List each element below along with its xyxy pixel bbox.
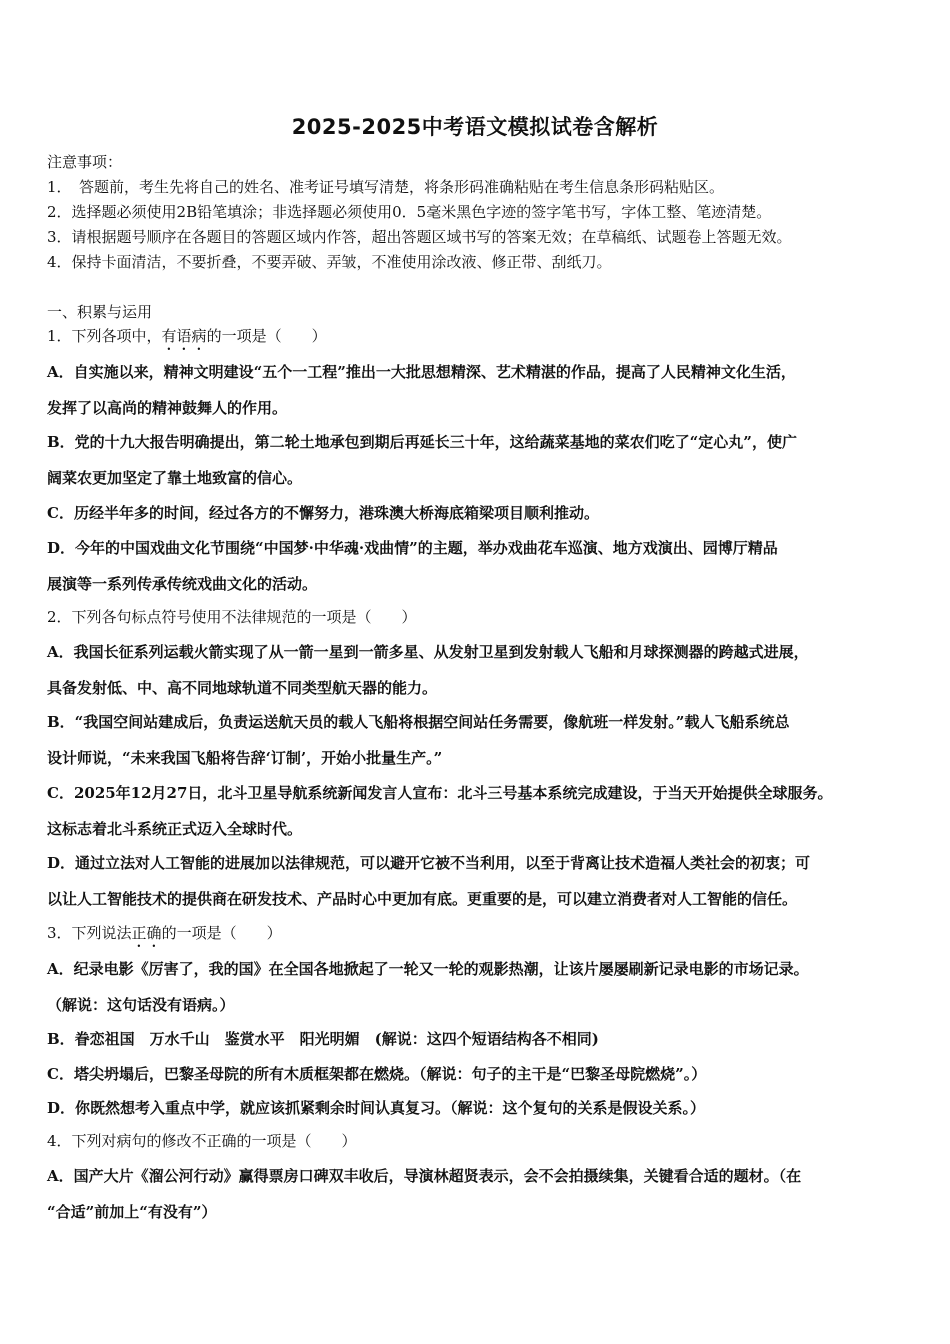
q3-option-c-line1: C．塔尖坍塌后，巴黎圣母院的所有木质框架都在燃烧。（解说：句子的主干是“巴黎圣母院燃烧”。）: [47, 1065, 707, 1083]
q2-option-c-line2: 这标志着北斗系统正式迈入全球时代。: [47, 820, 303, 838]
q1-option-d-line1: D．今年的中国戏曲文化节围绕“中国梦·中华魂·戏曲情”的主题，举办戏曲花车巡演、地方戏演出、园博厅精品: [47, 539, 778, 557]
notice-item-1: 1． 答题前，考生先将自己的姓名、准考证号填写清楚，将条形码准确粘贴在考生信息条形码粘贴区。: [47, 178, 725, 196]
q3-option-b-line1: B．眷恋祖国 万水千山 鉴赏水平 阳光明媚 (解说：这四个短语结构各不相同): [47, 1030, 599, 1048]
q1-option-c-line1: C．历经半年多的时间，经过各方的不懈努力，港珠澳大桥海底箱梁项目顺利推动。: [47, 504, 599, 522]
q2-option-d-line2: 以让人工智能技术的提供商在研发技术、产品时心中更加有底。更重要的是，可以建立消费者对人工智能的信任。: [47, 890, 798, 908]
q1-option-b-line1: B．党的十九大报告明确提出，第二轮土地承包到期后再延长三十年，这给蔬菜基地的菜农们吃了“定心丸”，使广: [47, 433, 797, 451]
q3-option-a-line1: A．纪录电影《厉害了，我的国》在全国各地掀起了一轮又一轮的观影热潮，让该片屡屡刷新记录电影的市场记录。: [47, 960, 809, 978]
q1-option-a-line1: A．自实施以来，精神文明建设“五个一工程”推出一大批思想精深、艺术精湛的作品，提高了人民精神文化生活，: [47, 363, 796, 381]
q4-option-a-line2: “合适”前加上“有没有”）: [47, 1203, 217, 1221]
question-3-stem-pre: 3．下列说法: [47, 924, 132, 942]
question-1-stem: [47, 326, 327, 354]
question-2-stem: 2．下列各句标点符号使用不法律规范的一项是（ ）: [47, 608, 417, 626]
question-1-emphasis: 有语病: [161, 327, 207, 345]
q1-option-d-line2: 展演等一系列传承传统戏曲文化的活动。: [47, 575, 318, 593]
question-3-stem-post: 的一项是（ ）: [161, 924, 282, 942]
q1-option-b-line2: 阔菜农更加坚定了靠土地致富的信心。: [47, 469, 303, 487]
notice-heading: 注意事项：: [47, 153, 123, 171]
q2-option-c-line1: C．2025年12月27日，北斗卫星导航系统新闻发言人宣布：北斗三号基本系统完成建设，于当天开始提供全球服务。: [47, 784, 833, 802]
q4-option-a-line1: A．国产大片《溜公河行动》赢得票房口碑双丰收后，导演林超贤表示，会不会拍摄续集，关键看合适的题材。（在: [47, 1167, 802, 1185]
section-heading: 一、积累与运用: [47, 303, 153, 321]
notice-item-4: 4．保持卡面清洁，不要折叠，不要弄破、弄皱，不准使用涂改液、修正带、刮纸刀。: [47, 253, 612, 271]
q2-option-b-line1: B．“我国空间站建成后，负责运送航天员的载人飞船将根据空间站任务需要，像航班一样发射。”载人飞船系统总: [47, 713, 790, 731]
q1-option-a-line2: 发挥了以高尚的精神鼓舞人的作用。: [47, 399, 288, 417]
q2-option-a-line1: A．我国长征系列运载火箭实现了从一箭一星到一箭多星、从发射卫星到发射载人飞船和月球探测器的跨越式进展，: [47, 643, 809, 661]
notice-item-2: 2．选择题必须使用2B铅笔填涂；非选择题必须使用0．5毫米黑色字迹的签字笔书写，字体工整、笔迹清楚。: [47, 203, 772, 221]
question-1-stem-post: 的一项是（ ）: [206, 327, 327, 345]
q3-option-d-line1: D．你既然想考入重点中学，就应该抓紧剩余时间认真复习。（解说：这个复句的关系是假设关系。）: [47, 1099, 706, 1117]
page-title: 2025-2025中考语文模拟试卷含解析: [291, 115, 659, 139]
q2-option-b-line2: 设计师说，“未来我国飞船将告辞‘订制’，开始小批量生产。”: [47, 749, 443, 767]
question-3-emphasis: 正确: [131, 924, 162, 942]
question-3-stem: [47, 923, 282, 951]
notice-item-3: 3．请根据题号顺序在各题目的答题区域内作答，超出答题区域书写的答案无效；在草稿纸、试题卷上答题无效。: [47, 228, 792, 246]
question-4-stem: 4．下列对病句的修改不正确的一项是（ ）: [47, 1132, 357, 1150]
q3-option-a-line2: （解说：这句话没有语病。）: [47, 996, 235, 1014]
q2-option-a-line2: 具备发射低、中、高不同地球轨道不同类型航天器的能力。: [47, 679, 438, 697]
question-1-stem-pre: 1．下列各项中，: [47, 327, 162, 345]
q2-option-d-line1: D．通过立法对人工智能的进展加以法律规范，可以避开它被不当利用，以至于背离让技术造福人类社会的初衷；可: [47, 854, 811, 872]
